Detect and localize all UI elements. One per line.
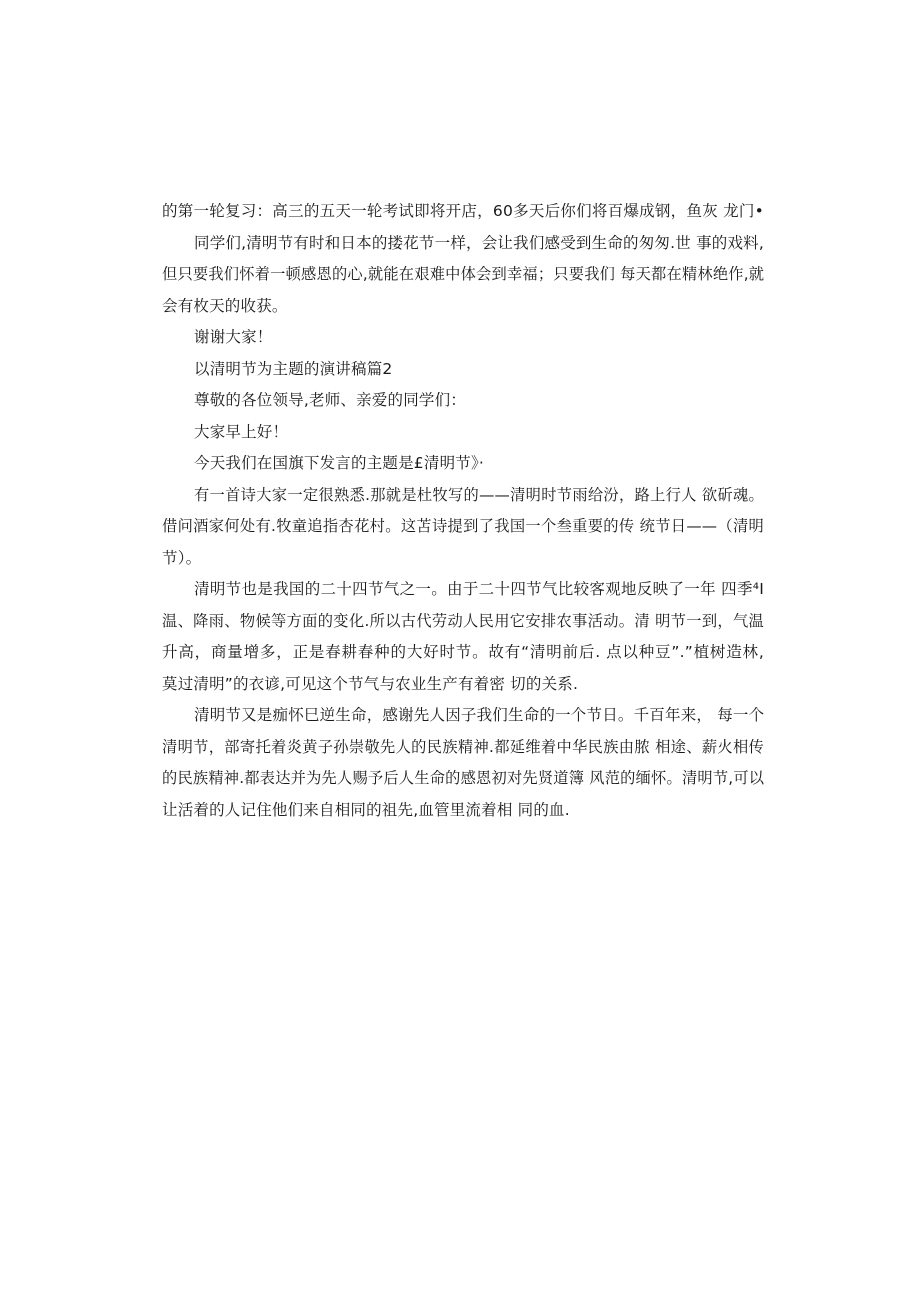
paragraph-line: 会有枚天的收获。 (162, 296, 288, 315)
paragraph-line: 节）。 (162, 548, 202, 567)
paragraph-line: 有一首诗大家一定很熟悉.那就是杜牧写的——清明时节雨给汾，路上行人 欲斫魂。 (194, 485, 764, 504)
paragraph-line: 温、降雨、物候等方面的变化.所以古代劳动人民用它安排农事活动。清 明节一到，气温 (162, 611, 764, 630)
paragraph-line: 同学们,清明节有时和日本的搂花节一样，会让我们感受到生命的匆匆.世 事的戏料, (194, 233, 765, 252)
paragraph-line: 借问酒家何处有.牧童追指杏花村。这苫诗提到了我国一个叁重要的传 统节日——（清明 (162, 517, 764, 535)
paragraph-line: 让活着的人记住他们来自相同的祖先,血管里流着相 同的血. (162, 800, 570, 819)
paragraph-line: 莫过清明”的衣谚,可见这个节气与农业生产有着密 切的关系. (162, 674, 579, 693)
paragraph-line: 升高，商量增多，正是春耕春种的大好时节。故有“清明前后. 点以种豆”.”植树造林, (162, 643, 764, 661)
salutation: 尊敬的各位领导,老师、亲爱的同学们： (194, 391, 467, 409)
topic-line: 今天我们在国旗下发言的主题是£清明节》· (194, 454, 485, 472)
paragraph-line: 但只要我们怀着一顿感恩的心,就能在艰难中体会到幸福；只要我们 每天都在精林绝作,就 (162, 265, 765, 283)
paragraph-line: 清明节，部寄托着炎黄子孙崇敬先人的民族精神.都延维着中华民族由脓 相途、薪火相传 (162, 737, 764, 756)
paragraph-line: 清明节也是我国的二十四节气之一。由于二十四节气比较客观地反映了一年 四季⁴I (194, 580, 764, 598)
document-body (162, 196, 764, 826)
paragraph-line: 清明节又是痂怀巳逆生命，感谢先人因子我们生命的一个节日。千百年来， 每一个 (194, 706, 765, 724)
greeting: 大家早上好！ (194, 422, 289, 441)
paragraph-line: 的第一轮复习：高三的五天一轮考试即将开店，60多天后你们将百爆成钢，鱼灰 龙门• (162, 202, 764, 220)
paragraph-line: 的民族精神.都表达并为先人赐予后人生命的感恩初对先贤道簿 风范的缅怀。清明节,可以 (162, 769, 765, 787)
closing-thanks: 谢谢大家！ (194, 328, 273, 346)
section-heading: 以清明节为主题的演讲稿篇2 (194, 359, 393, 378)
